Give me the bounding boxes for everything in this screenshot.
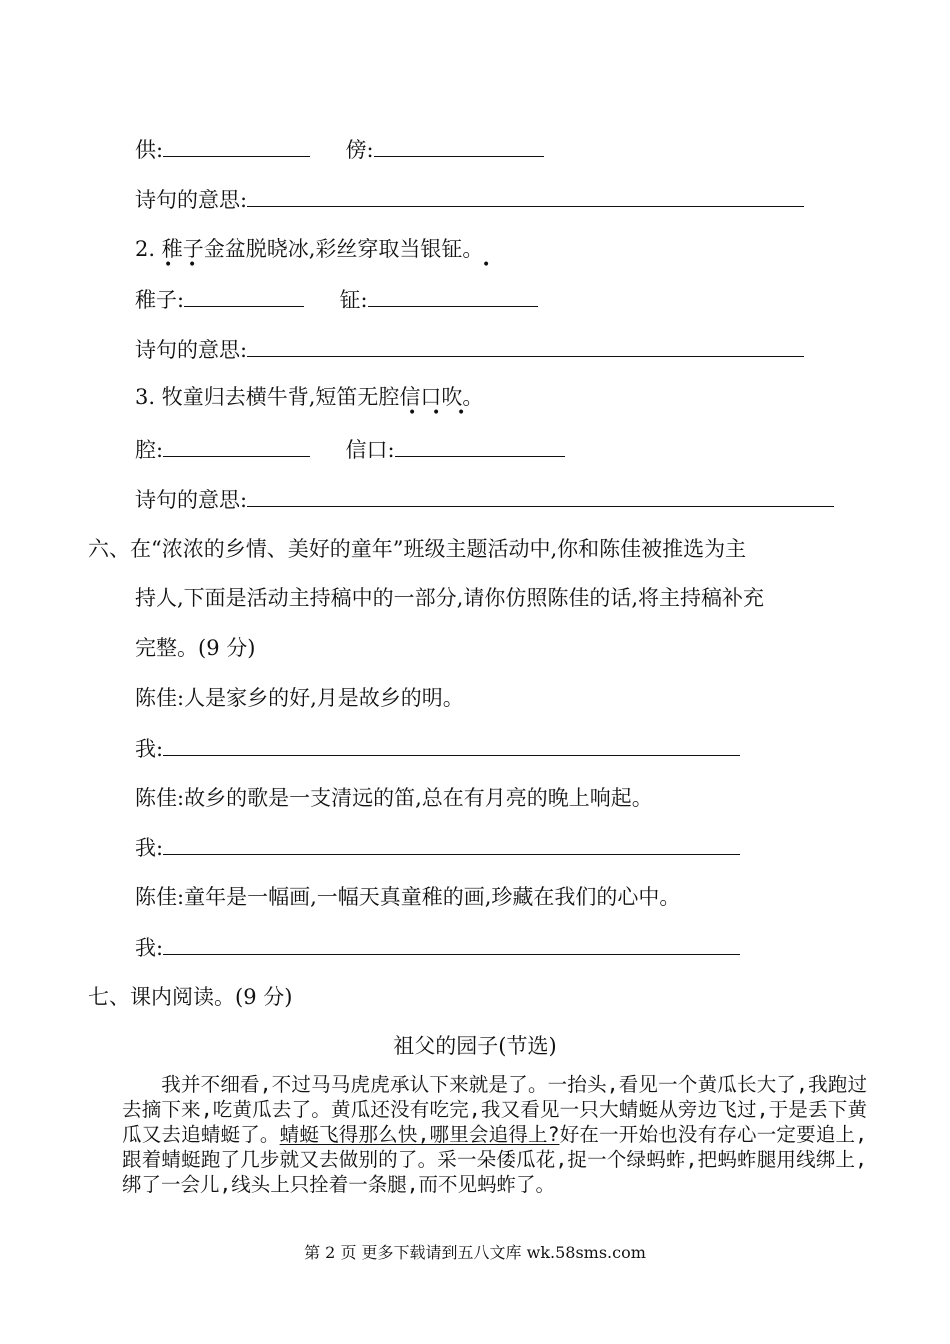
question-6-line-1: 六、在“浓浓的乡情、美好的童年”班级主题活动中,你和陈佳被推选为主 [88, 537, 747, 561]
meaning-line-1 [135, 185, 804, 214]
meaning-label: 诗句的意思: [135, 488, 248, 512]
question-6-line-3: 完整。(9 分) [135, 636, 256, 660]
meaning-line-2 [135, 335, 804, 364]
emphasis-dot: • [457, 405, 466, 421]
label-zhizi: 稚子: [135, 288, 185, 312]
passage-text: 我并不细看,不过马马虎虎承认下来就是了。一抬头,看见一个黄瓜长大了,我跑过去摘下来,吃黄瓜去了。黄瓜还没有吃完,我又看见一只大蜻蜓从旁边飞过,于是丢下黄瓜又去追蜻蜓了。 [122, 1073, 867, 1146]
reading-passage [122, 1072, 867, 1197]
underlined-sentence: 蜻蜓飞得那么快,哪里会追得上? [279, 1123, 560, 1146]
passage-text: 好在一开始也没有存心一定要追上,跟着蜻蜓跑了几步就又去做别的了。采一朵倭瓜花,捉一个绿蚂蚱,把蚂蚱腿用线绑上,绑了一会儿,线头上只拴着一条腿,而不见蚂蚱了。 [122, 1123, 867, 1196]
chenjia-line-2: 陈佳:故乡的歌是一支清远的笛,总在有月亮的晚上响起。 [135, 786, 653, 810]
my-line-3 [135, 933, 740, 962]
meaning-label: 诗句的意思: [135, 188, 248, 212]
answer-blank-xinkou[interactable] [395, 435, 565, 457]
label-zheng: 钲: [339, 288, 368, 312]
line-qiang-xinkou [135, 435, 565, 464]
answer-blank-my-line-2[interactable] [163, 833, 740, 855]
answer-blank-zhizi[interactable] [184, 285, 304, 307]
answer-blank-meaning-2[interactable] [247, 335, 804, 357]
answer-blank-my-line-1[interactable] [163, 734, 740, 756]
me-label: 我: [135, 836, 164, 860]
page-footer: 第 2 页 更多下载请到五八文库 wk.58sms.com [304, 1243, 646, 1262]
emphasis-dot: • [482, 257, 491, 273]
emphasis-dot: • [188, 257, 197, 273]
meaning-label: 诗句的意思: [135, 338, 248, 362]
meaning-line-3 [135, 485, 834, 514]
answer-blank-zheng[interactable] [368, 285, 538, 307]
question-6-line-2: 持人,下面是活动主持稿中的一部分,请你仿照陈佳的话,将主持稿补充 [135, 586, 765, 610]
my-line-1 [135, 734, 740, 763]
passage-title: 祖父的园子(节选) [393, 1034, 557, 1058]
answer-blank-my-line-3[interactable] [163, 933, 740, 955]
answer-blank-meaning-1[interactable] [247, 185, 804, 207]
me-label: 我: [135, 737, 164, 761]
chenjia-line-3: 陈佳:童年是一幅画,一幅天真童稚的画,珍藏在我们的心中。 [135, 885, 681, 909]
line-gong-bang [135, 135, 544, 164]
emphasis-dot: • [408, 405, 417, 421]
chenjia-line-1: 陈佳:人是家乡的好,月是故乡的明。 [135, 686, 464, 710]
poem-line-3: 3. 牧童归去横牛背,短笛无腔信口吹。 [135, 385, 484, 409]
question-7-heading: 七、课内阅读。(9 分) [88, 985, 293, 1009]
label-bang: 傍: [345, 138, 374, 162]
label-gong: 供: [135, 138, 164, 162]
answer-blank-meaning-3[interactable] [247, 485, 834, 507]
label-xinkou: 信口: [345, 438, 395, 462]
answer-blank-qiang[interactable] [163, 435, 310, 457]
emphasis-dot: • [164, 257, 173, 273]
emphasis-dot: • [432, 405, 441, 421]
label-qiang: 腔: [135, 438, 164, 462]
line-zhizi-zheng [135, 285, 538, 314]
poem-line-2: 2. 稚子金盆脱晓冰,彩丝穿取当银钲。 [135, 237, 484, 261]
me-label: 我: [135, 936, 164, 960]
answer-blank-bang[interactable] [374, 135, 544, 157]
answer-blank-gong[interactable] [163, 135, 310, 157]
my-line-2 [135, 833, 740, 862]
